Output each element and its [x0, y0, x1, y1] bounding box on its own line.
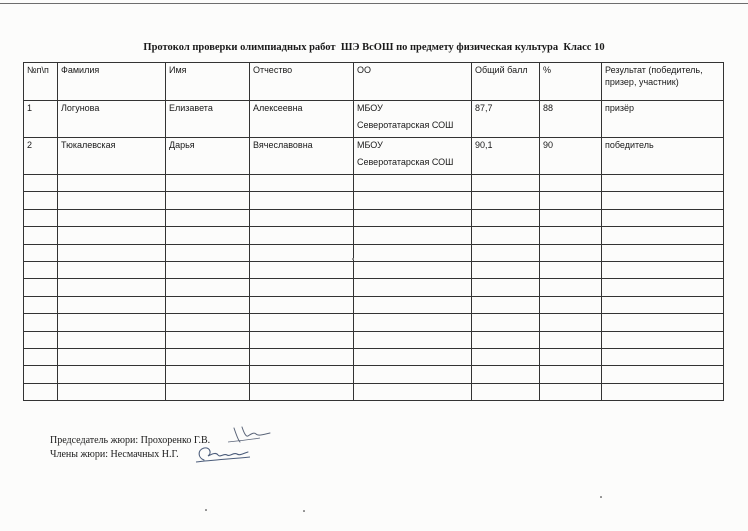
empty-cell: [472, 383, 540, 400]
header-org: ОО: [354, 63, 472, 101]
empty-cell: [602, 227, 724, 244]
empty-cell: [472, 314, 540, 331]
empty-cell: [166, 192, 250, 209]
empty-cell: [354, 175, 472, 192]
empty-cell: [540, 244, 602, 261]
empty-cell: [250, 175, 354, 192]
empty-cell: [24, 314, 58, 331]
scan-speck: [205, 509, 207, 511]
empty-cell: [540, 192, 602, 209]
cell-result: победитель: [602, 138, 724, 175]
empty-table-row: [24, 244, 724, 261]
empty-cell: [602, 314, 724, 331]
member-signature: [190, 444, 252, 466]
cell-name: Дарья: [166, 138, 250, 175]
cell-org-line2: Северотатарская СОШ: [357, 157, 454, 167]
jury-chairman: Председатель жюри: Прохоренко Г.В.: [50, 435, 211, 446]
header-num: №п\п: [24, 63, 58, 101]
empty-cell: [24, 348, 58, 365]
empty-cell: [58, 261, 166, 278]
empty-table-row: [24, 261, 724, 278]
cell-surname: Тюкалевская: [58, 138, 166, 175]
empty-cell: [24, 227, 58, 244]
top-border-line: [0, 3, 748, 4]
empty-cell: [24, 209, 58, 226]
empty-rows: [24, 175, 724, 401]
cell-num: 2: [24, 138, 58, 175]
empty-cell: [250, 261, 354, 278]
cell-score: 90,1: [472, 138, 540, 175]
cell-percent: 88: [540, 101, 602, 138]
cell-org: [354, 101, 472, 138]
empty-cell: [540, 331, 602, 348]
empty-cell: [166, 227, 250, 244]
empty-cell: [602, 244, 724, 261]
protocol-table: [23, 62, 724, 401]
empty-cell: [24, 279, 58, 296]
empty-table-row: [24, 175, 724, 192]
empty-cell: [354, 227, 472, 244]
cell-surname: Логунова: [58, 101, 166, 138]
empty-table-row: [24, 331, 724, 348]
empty-cell: [354, 383, 472, 400]
table-row: [24, 101, 724, 138]
empty-cell: [58, 227, 166, 244]
empty-cell: [24, 261, 58, 278]
empty-cell: [540, 366, 602, 383]
empty-cell: [354, 279, 472, 296]
empty-cell: [472, 175, 540, 192]
cell-org-line1: МБОУ: [357, 103, 383, 113]
cell-org-line1: МБОУ: [357, 140, 383, 150]
scan-speck: [600, 496, 602, 498]
header-surname: Фамилия: [58, 63, 166, 101]
cell-patronymic: Алексеевна: [250, 101, 354, 138]
jury-members: Члены жюри: Несмачных Н.Г.: [50, 449, 179, 460]
empty-table-row: [24, 209, 724, 226]
empty-table-row: [24, 366, 724, 383]
empty-cell: [540, 348, 602, 365]
empty-table-row: [24, 348, 724, 365]
empty-cell: [540, 279, 602, 296]
empty-cell: [58, 279, 166, 296]
cell-org: [354, 138, 472, 175]
empty-cell: [24, 296, 58, 313]
empty-table-row: [24, 314, 724, 331]
empty-cell: [602, 279, 724, 296]
empty-cell: [250, 348, 354, 365]
empty-cell: [472, 261, 540, 278]
empty-cell: [58, 209, 166, 226]
empty-cell: [166, 296, 250, 313]
empty-cell: [166, 209, 250, 226]
empty-cell: [166, 314, 250, 331]
empty-cell: [602, 331, 724, 348]
document-title: Протокол проверки олимпиадных работ ШЭ ВсОШ по предмету физическая культура Класс 10: [143, 42, 605, 53]
scan-speck: [352, 258, 354, 260]
empty-cell: [540, 314, 602, 331]
empty-cell: [540, 383, 602, 400]
cell-percent: 90: [540, 138, 602, 175]
empty-cell: [354, 366, 472, 383]
empty-cell: [250, 279, 354, 296]
empty-cell: [166, 383, 250, 400]
empty-cell: [250, 366, 354, 383]
empty-cell: [602, 209, 724, 226]
empty-cell: [472, 331, 540, 348]
empty-cell: [354, 331, 472, 348]
empty-cell: [24, 175, 58, 192]
empty-table-row: [24, 383, 724, 400]
empty-table-row: [24, 192, 724, 209]
empty-cell: [58, 348, 166, 365]
table-header-row: [24, 63, 724, 101]
empty-cell: [58, 192, 166, 209]
empty-cell: [58, 175, 166, 192]
empty-cell: [540, 227, 602, 244]
header-percent: %: [540, 63, 602, 101]
empty-cell: [250, 331, 354, 348]
empty-cell: [540, 296, 602, 313]
cell-score: 87,7: [472, 101, 540, 138]
empty-cell: [354, 192, 472, 209]
empty-cell: [602, 383, 724, 400]
empty-cell: [250, 244, 354, 261]
header-result: Результат (победитель, призер, участник): [602, 63, 724, 101]
empty-cell: [354, 296, 472, 313]
empty-cell: [602, 175, 724, 192]
empty-cell: [24, 192, 58, 209]
empty-cell: [602, 261, 724, 278]
empty-cell: [58, 244, 166, 261]
empty-cell: [602, 366, 724, 383]
table-row: [24, 138, 724, 175]
cell-name: Елизавета: [166, 101, 250, 138]
empty-cell: [24, 366, 58, 383]
empty-cell: [354, 348, 472, 365]
empty-cell: [24, 244, 58, 261]
cell-patronymic: Вячеславовна: [250, 138, 354, 175]
empty-cell: [354, 209, 472, 226]
empty-cell: [540, 261, 602, 278]
empty-cell: [24, 331, 58, 348]
empty-cell: [250, 314, 354, 331]
header-name: Имя: [166, 63, 250, 101]
empty-cell: [58, 383, 166, 400]
empty-cell: [472, 296, 540, 313]
empty-cell: [472, 348, 540, 365]
empty-cell: [602, 348, 724, 365]
empty-table-row: [24, 296, 724, 313]
empty-cell: [166, 244, 250, 261]
empty-cell: [354, 261, 472, 278]
empty-cell: [354, 244, 472, 261]
empty-cell: [166, 348, 250, 365]
empty-cell: [354, 314, 472, 331]
empty-cell: [250, 192, 354, 209]
empty-cell: [166, 261, 250, 278]
empty-cell: [540, 209, 602, 226]
empty-cell: [58, 314, 166, 331]
empty-cell: [602, 296, 724, 313]
empty-cell: [166, 366, 250, 383]
empty-table-row: [24, 279, 724, 296]
empty-cell: [58, 366, 166, 383]
empty-cell: [472, 209, 540, 226]
empty-table-row: [24, 227, 724, 244]
empty-cell: [250, 209, 354, 226]
header-patronymic: Отчество: [250, 63, 354, 101]
empty-cell: [540, 175, 602, 192]
scan-speck: [303, 510, 305, 512]
empty-cell: [166, 175, 250, 192]
empty-cell: [250, 296, 354, 313]
empty-cell: [166, 279, 250, 296]
empty-cell: [58, 331, 166, 348]
empty-cell: [602, 192, 724, 209]
header-score: Общий балл: [472, 63, 540, 101]
cell-org-line2: Северотатарская СОШ: [357, 120, 454, 130]
empty-cell: [472, 279, 540, 296]
chairman-signature: [218, 424, 278, 446]
empty-cell: [58, 296, 166, 313]
empty-cell: [472, 366, 540, 383]
empty-cell: [472, 244, 540, 261]
empty-cell: [166, 331, 250, 348]
empty-cell: [24, 383, 58, 400]
empty-cell: [250, 227, 354, 244]
empty-cell: [472, 192, 540, 209]
empty-cell: [472, 227, 540, 244]
cell-num: 1: [24, 101, 58, 138]
cell-result: призёр: [602, 101, 724, 138]
empty-cell: [250, 383, 354, 400]
